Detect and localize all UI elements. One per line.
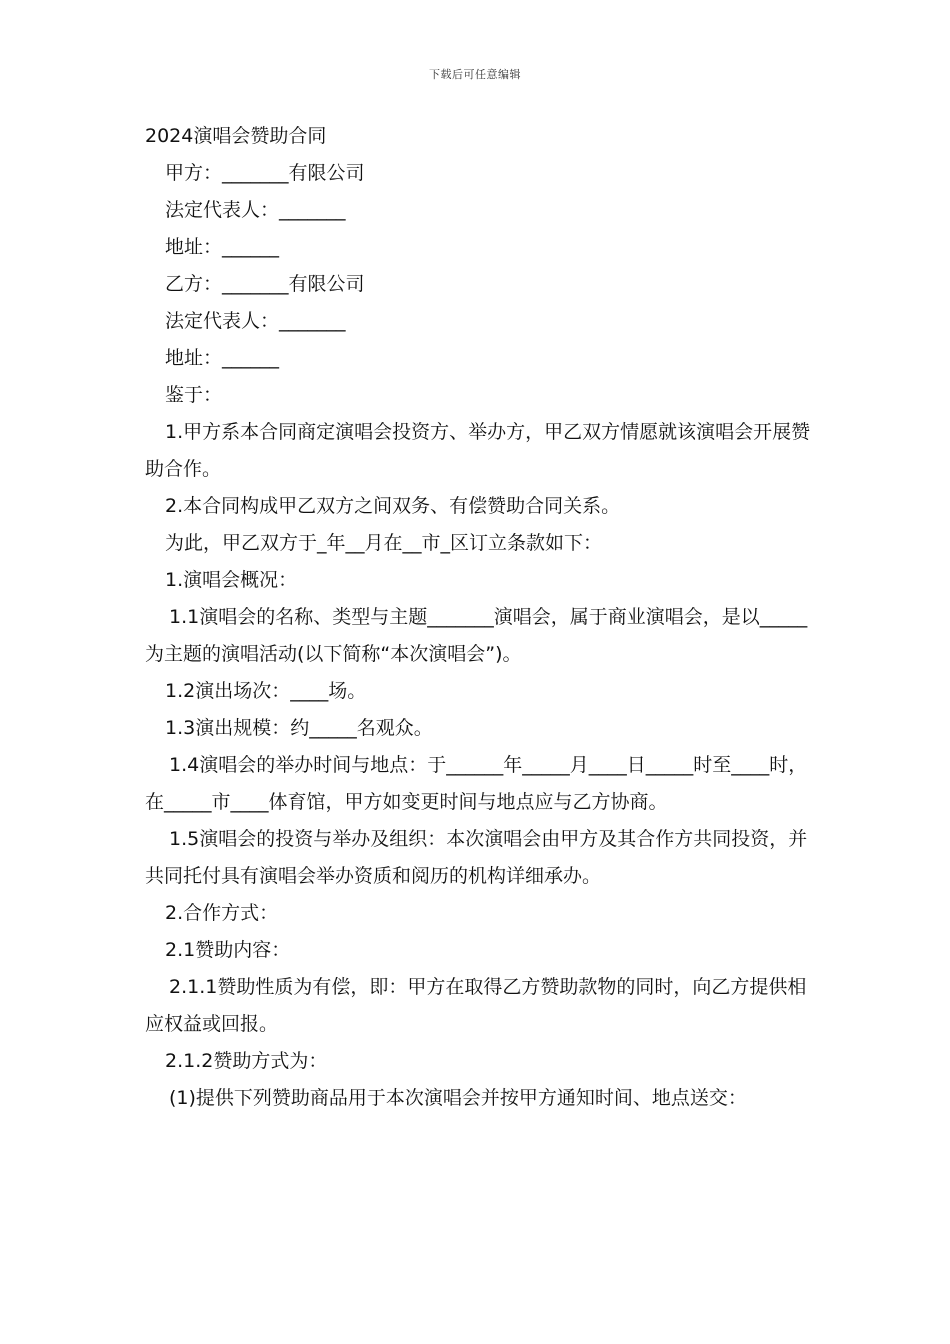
party-a-representative: 法定代表人：_______ [165,199,346,221]
agreement-intro: 为此，甲乙双方于_年__月在__市_区订立条款如下： [165,532,603,554]
section-2-heading: 2.合作方式： [165,902,279,924]
whereas-heading: 鉴于： [165,384,223,406]
whereas-clause-1: 1.甲方系本合同商定演唱会投资方、举办方，甲乙双方情愿就该演唱会开展赞助合作。 [145,421,811,480]
page-header-note: 下载后可任意编辑 [429,68,521,81]
party-a-address: 地址：______ [165,236,280,258]
whereas-clause-2: 2.本合同构成甲乙双方之间双务、有偿赞助合同关系。 [165,495,621,517]
clause-2-1-2-item-1: (1)提供下列赞助商品用于本次演唱会并按甲方通知时间、地点送交： [169,1087,747,1109]
party-b-representative: 法定代表人：_______ [165,310,346,332]
party-b-address: 地址：______ [165,347,280,369]
party-a-line: 甲方：_______有限公司 [165,162,365,184]
section-1-heading: 1.演唱会概况： [165,569,298,591]
clause-1-1: 1.1演唱会的名称、类型与主题_______演唱会，属于商业演唱会，是以_____为主题的演唱活动(以下简称“本次演唱会”)。 [145,606,808,665]
document-title: 2024演唱会赞助合同 [145,125,327,147]
clause-1-5: 1.5演唱会的投资与举办及组织：本次演唱会由甲方及其合作方共同投资，并共同托付具有演唱会举办资质和阅历的机构详细承办。 [145,828,808,887]
clause-1-2: 1.2演出场次：____场。 [165,680,367,702]
clause-2-1-2: 2.1.2赞助方式为： [165,1050,328,1072]
contract-body [145,118,825,1117]
party-b-line: 乙方：_______有限公司 [165,273,365,295]
clause-1-4: 1.4演唱会的举办时间与地点：于______年_____月____日_____时至____时，在_____市____体育馆，甲方如变更时间与地点应与乙方协商。 [145,754,808,813]
clause-2-1-1: 2.1.1赞助性质为有偿，即：甲方在取得乙方赞助款物的同时，向乙方提供相应权益或回报。 [145,976,807,1035]
clause-2-1: 2.1赞助内容： [165,939,291,961]
clause-1-3: 1.3演出规模：约_____名观众。 [165,717,433,739]
